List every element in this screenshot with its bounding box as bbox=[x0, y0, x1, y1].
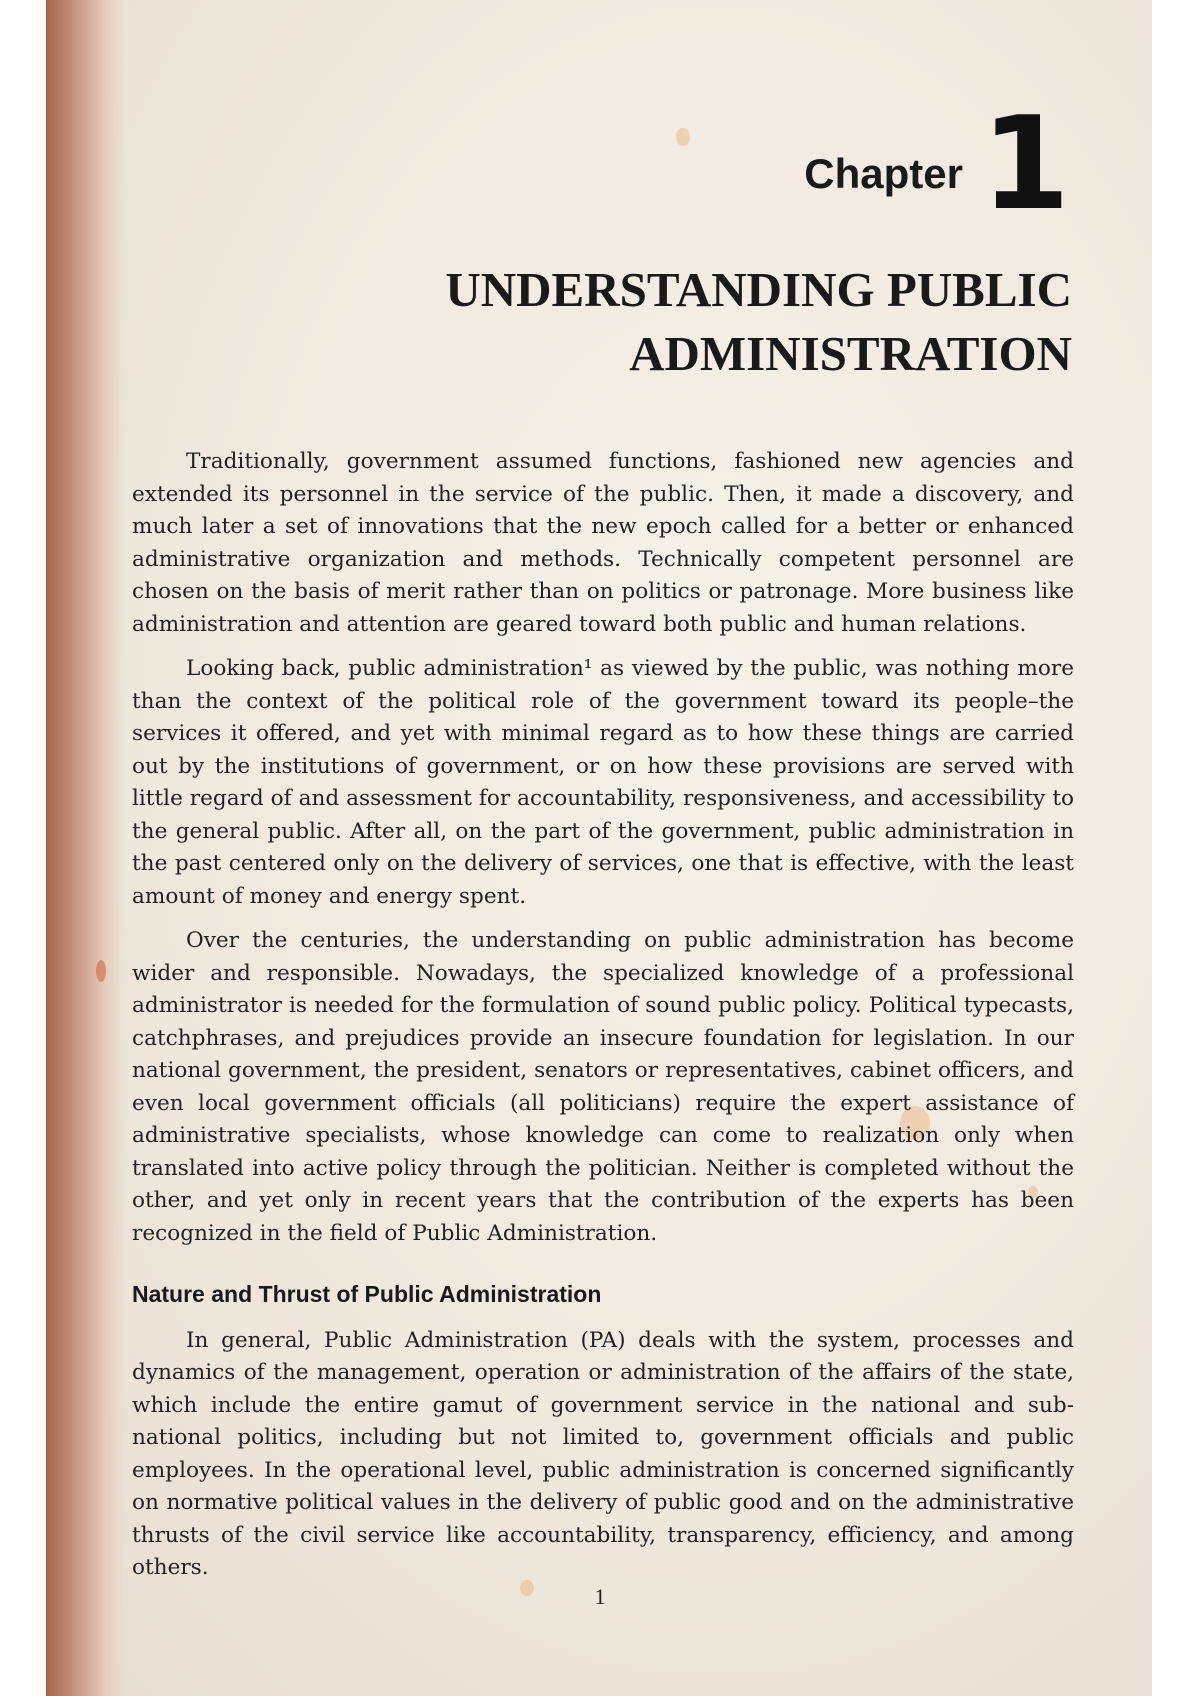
chapter-label: Chapter bbox=[804, 150, 963, 197]
section-heading: Nature and Thrust of Public Administration bbox=[132, 1281, 602, 1307]
paper-stain bbox=[676, 128, 690, 146]
book-spine-shadow bbox=[46, 0, 126, 1696]
section-paragraph: In general, Public Administration (PA) deals with the system, processes and dynamics of the management, operation or administration of the affairs of the state, which include the entire gamut of government service in the national and sub-national politics, including but not limited to, government officials and public employees. In the operational level, public administration is concerned significantly on normative political values in the delivery of public good and on the administrative thrusts of the civil service like accountability, transparency, efficiency, and among others. bbox=[132, 1327, 1074, 1580]
page-number: 1 bbox=[594, 1584, 606, 1609]
chapter-number: 1 bbox=[980, 90, 1070, 239]
chapter-title-line-1: UNDERSTANDING PUBLIC bbox=[445, 262, 1072, 317]
paragraph-3: Over the centuries, the understanding on public administration has become wider and responsible. Nowadays, the specialized knowledge of a professional administrator is needed for the formulation of sound public policy. Political typecasts, catchphrases, and prejudices provide an insecure foundation for legislation. In our national government, the president, senators or representatives, cabinet officers, and even local government officials (all politicians) require the expert assistance of administrative specialists, whose knowledge can come to realization only when translated into active policy through the politician. Neither is completed without the other, and yet only in recent years that the contribution of the experts has been recognized in the field of Public Administration. bbox=[132, 928, 1074, 1246]
chapter-title bbox=[312, 258, 1072, 386]
paper-stain bbox=[96, 960, 106, 982]
paragraph-1: Traditionally, government assumed functions, fashioned new agencies and extended its personnel in the service of the public. Then, it made a discovery, and much later a set of innovations that the new epoch called for a better or enhanced administrative organization and methods. Technically competent personnel are chosen on the basis of merit rather than on politics or patronage. More business like administration and attention are geared toward both public and human relations. bbox=[132, 449, 1074, 637]
chapter-body bbox=[132, 446, 1074, 1597]
page-right-margin bbox=[1152, 0, 1200, 1696]
chapter-heading bbox=[804, 90, 1070, 239]
paragraph-2: Looking back, public administration¹ as viewed by the public, was nothing more than the context of the political role of the government toward its people–the services it offered, and yet with minimal regard as to how these things are carried out by the institutions of government, or on how these provisions are served with little regard of and assessment for accountability, responsiveness, and accessibility to the general public. After all, on the part of the government, public administration in the past centered only on the delivery of services, one that is effective, with the least amount of money and energy spent. bbox=[132, 656, 1074, 909]
page-left-margin bbox=[0, 0, 46, 1696]
chapter-title-line-2: ADMINISTRATION bbox=[629, 326, 1072, 381]
